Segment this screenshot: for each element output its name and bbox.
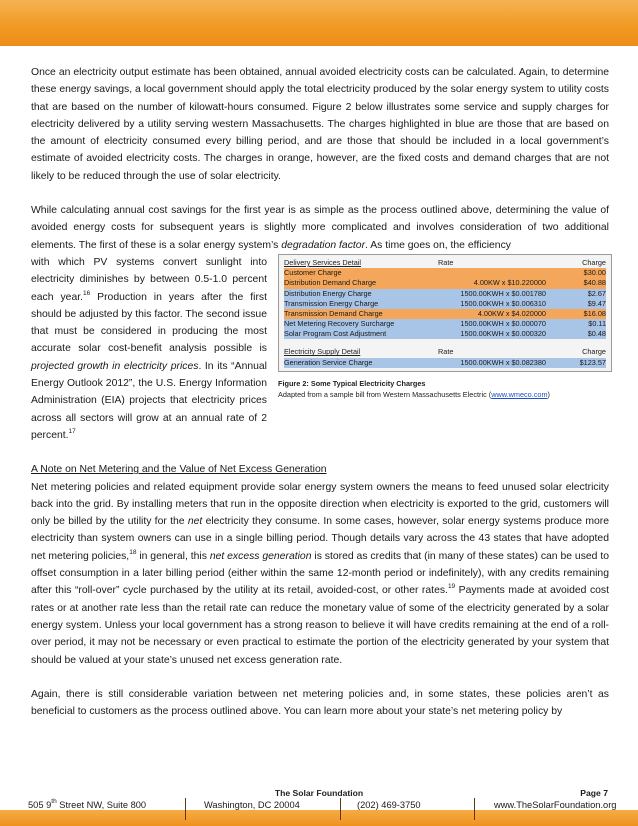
text-run: Production in years after the first should be adjusted by this factor. The second issue that must be considered in producing the most accurate solar cost-benefit analysis possible is [31,291,267,355]
supply-header-label: Electricity Supply Detail [284,347,361,357]
paragraph-avoided-costs: Once an electricity output estimate has been obtained, annual avoided electricity costs can be calculated. Again, to determine these energy savings, a local government should apply the total electricity produced by the solar energy system to utility costs that are based on the number of kilowatt-hours consumed. Figure 2 below illustrates some service and supply charges for electricity delivered by a utility serving western Massachusetts. The charges highlighted in blue are those that are based on the amount of electricity consumed every billing period, and are those that should be included in a local government’s estimate of avoided electricity costs. The charges in orange, however, are the fixed costs and demand charges that are not likely to be reduced through the use of solar electricity. [31,67,609,182]
charge-rate: 1500.00KWH x $0.082380 [460,357,546,367]
charge-label: Transmission Demand Charge [284,308,383,318]
charge-rate: 1500.00KWH x $0.000320 [460,329,546,339]
charge-amount: $9.47 [587,298,606,308]
emphasis-net: net [187,516,203,528]
delivery-header-label: Delivery Services Detail [284,257,362,267]
footer-bar [0,810,638,826]
figure-wrap-section [31,254,609,444]
footer-city: Washington, DC 20004 [204,800,300,810]
figure-caption-text: Adapted from a sample bill from Western Massachusetts Electric ( [278,389,492,399]
text-run: Street NW, Suite 800 [56,800,147,810]
page-number: Page 7 [580,788,608,798]
text-run: Payments made at avoided cost rates or at another rate less than the retail rate can reduce the monetary value of some of the electricity generated by a solar energy system. Unless your local government has a strong reason to believe it will have credits remaining at the end of a roll-over period, it may not be necessary or even practical to estimate the portion of the electricity generated by your system that should be valued at your state’s unused net excess generation rate. [31,585,610,666]
paragraph-degradation-wrap [31,254,267,444]
delivery-row [284,329,606,339]
header-bar [0,0,638,46]
delivery-row [284,278,606,288]
sample-bill-image [278,254,612,372]
footer-divider [340,798,341,820]
figure-caption-title: Figure 2: Some Typical Electricity Charges [278,378,426,388]
paragraph-variation: Again, there is still considerable variation between net metering policies and, in some states, these policies aren’t as beneficial to customers as the process outlined above. You can learn more about your state’s net metering policy by [31,688,609,718]
footnote-ref-18[interactable]: 18 [129,548,137,556]
rate-header: Rate [438,347,454,357]
text-run: . As time goes on, the efficiency [365,239,511,251]
delivery-row [284,309,606,319]
charge-rate: 4.00KW x $10.220000 [473,278,546,288]
ordinal-suffix: th [51,798,57,805]
charge-label: Net Metering Recovery Surcharge [284,319,395,329]
footnote-ref-19[interactable]: 19 [447,583,456,591]
text-run: with which PV systems convert sunlight into electricity diminishes by between 0.5-1.0 percent each year. [31,256,267,303]
delivery-row [284,289,606,299]
footnote-ref-16[interactable]: 16 [83,289,91,297]
charge-label: Solar Program Cost Adjustment [284,329,387,339]
charge-rate: 1500.00KWH x $0.001780 [460,288,546,298]
charge-label: Customer Charge [284,268,342,278]
footnote-ref-17[interactable]: 17 [68,427,76,435]
footer-divider [474,798,475,820]
text-run: 505 9 [28,800,52,810]
charge-amount: $123.57 [579,357,606,367]
text-run: Net metering policies and related equipment provide solar energy system owners the means to feed unused solar electricity back into the grid. By installing meters that run in the opposite direction when electricity is exported to the grid, customers will only be billed by the utility for the [31,481,609,528]
supply-row [284,358,606,368]
footer-website[interactable]: www.TheSolarFoundation.org [494,800,617,810]
document-body [31,64,609,720]
charge-label: Distribution Demand Charge [284,278,377,288]
charge-rate: 1500.00KWH x $0.006310 [460,298,546,308]
charge-label: Transmission Energy Charge [284,298,379,308]
charge-label: Distribution Energy Charge [284,288,372,298]
charge-label: Generation Service Charge [284,357,373,367]
text-run: While calculating annual cost savings for the first year is as simple as the process outlined above, determining the value of avoided energy costs for subsequent years is slightly more complicated and involves consideration of two additional elements. The first of these is a solar energy system’s [31,205,609,251]
charge-amount: $0.11 [588,319,606,329]
figure-electricity-charges [278,254,612,400]
paragraph-net-metering [31,479,609,669]
text-run: electricity they consume. In some cases, however, solar energy systems produce more electricity than system owners can use in a single billing period. Though details vary across the 43 states that have adopted net metering policies, [31,516,609,562]
paragraph-degradation-intro [31,202,609,254]
text-run: in general, this [136,550,210,562]
delivery-row [284,319,606,329]
footer-phone: (202) 469-3750 [357,800,421,810]
text-run: ) [547,389,550,399]
figure-caption [278,378,612,400]
charge-amount: $2.67 [587,288,606,298]
supply-header-row [284,347,606,357]
emphasis-net-excess-generation: net excess generation [209,550,312,562]
delivery-row [284,268,606,278]
footer-organization: The Solar Foundation [274,788,364,798]
charge-amount: $30.00 [583,268,606,278]
delivery-header-row [284,258,606,268]
charge-rate: 1500.00KWH x $0.000070 [460,319,546,329]
charge-rate: 4.00KW x $4.020000 [477,308,546,318]
charge-amount: $16.08 [583,308,606,318]
footer-divider [185,798,186,820]
emphasis-projected-growth: projected growth in electricity prices [31,360,199,372]
charge-amount: $40.88 [583,278,606,288]
charge-header: Charge [582,257,606,267]
delivery-row [284,299,606,309]
emphasis-degradation-factor: degradation factor [281,239,366,251]
footer-address [28,800,146,810]
charge-header: Charge [582,347,606,357]
text-run: . In its “Annual Energy Outlook 2012”, the U.S. Energy Information Administration (EIA) projects that electricity prices across all sectors will grow at an annual rate of 2 percent. [31,360,267,441]
section-heading-net-metering: A Note on Net Metering and the Value of Net Excess Generation [31,464,327,476]
charge-amount: $0.48 [587,329,606,339]
rate-header: Rate [438,257,454,267]
wmeco-link[interactable]: www.wmeco.com [491,389,548,399]
text-run: is stored as credits that (in many of these states) can be used to offset consumption in a later billing period (either within the same 12-month period or indefinitely), with any credits remaining after this “roll-over” cycle purchased by the utility at its retail, avoided-cost, or other rates. [31,550,610,597]
